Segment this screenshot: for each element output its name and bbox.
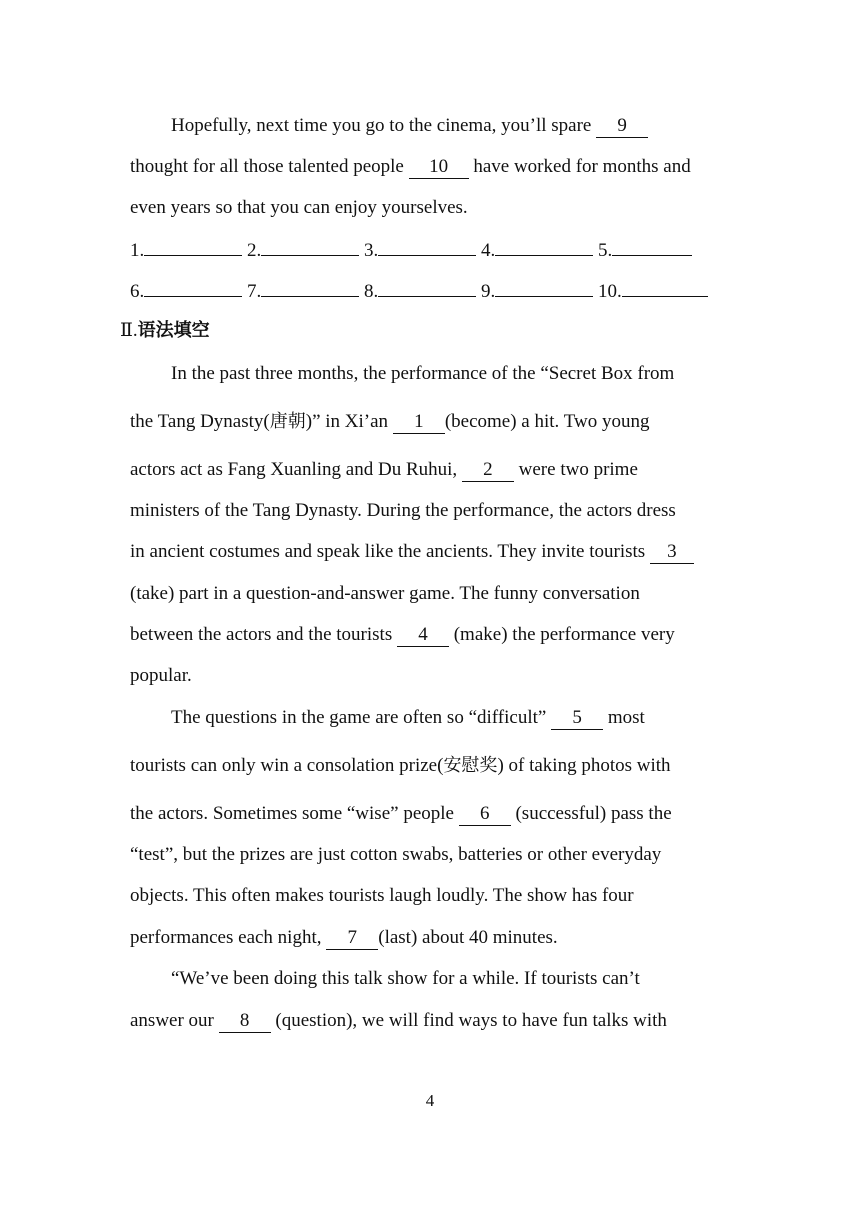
answer-blank-8[interactable] xyxy=(378,296,476,297)
passage-line: The questions in the game are often so “difficult” 5 most xyxy=(171,707,645,728)
answer-blank-3[interactable] xyxy=(378,255,476,256)
blank-3[interactable]: 3 xyxy=(650,541,694,564)
blank-7[interactable]: 7 xyxy=(326,927,378,950)
section-heading: Ⅱ.语法填空 xyxy=(120,320,210,341)
answer-blank-1[interactable] xyxy=(144,255,242,256)
answer-blank-7[interactable] xyxy=(261,296,359,297)
passage-line: in ancient costumes and speak like the ancients. They invite tourists 3 xyxy=(130,540,694,564)
answer-row-2: 6. 7. 8. 9. 10. xyxy=(130,280,708,304)
blank-9[interactable]: 9 xyxy=(596,115,648,138)
passage-line: between the actors and the tourists 4 (make) the performance very xyxy=(130,624,675,645)
passage-line: ministers of the Tang Dynasty. During the performance, the actors dress xyxy=(130,500,676,521)
answer-blank-5[interactable] xyxy=(612,255,692,256)
page-number: 4 xyxy=(425,1091,435,1110)
answer-blank-4[interactable] xyxy=(495,255,593,256)
blank-5[interactable]: 5 xyxy=(551,707,603,730)
passage-line: the Tang Dynasty(唐朝)” in Xi’an 1 (become) a hit. Two young xyxy=(130,411,650,432)
passage-line: popular. xyxy=(130,665,192,686)
passage-line: In the past three months, the performance of the “Secret Box from xyxy=(171,363,675,384)
passage-line: “We’ve been doing this talk show for a while. If tourists can’t xyxy=(171,968,640,989)
blank-1[interactable]: 1 xyxy=(393,411,445,434)
blank-8[interactable]: 8 xyxy=(219,1010,271,1033)
passage-line: thought for all those talented people 10 have worked for months and xyxy=(130,156,691,177)
passage-line: Hopefully, next time you go to the cinema, you’ll spare 9 xyxy=(171,114,648,138)
answer-blank-10[interactable] xyxy=(622,296,708,297)
passage-line: the actors. Sometimes some “wise” people 6 (successful) pass the xyxy=(130,803,672,824)
passage-line: answer our 8 (question), we will find ways to have fun talks with xyxy=(130,1010,667,1031)
passage-line: (take) part in a question-and-answer game. The funny conversation xyxy=(130,583,640,604)
passage-line: “test”, but the prizes are just cotton swabs, batteries or other everyday xyxy=(130,844,662,865)
passage-line: tourists can only win a consolation prize(安慰奖) of taking photos with xyxy=(130,755,671,776)
passage-line: actors act as Fang Xuanling and Du Ruhui, 2 were two prime xyxy=(130,459,638,480)
blank-6[interactable]: 6 xyxy=(459,803,511,826)
passage-line: objects. This often makes tourists laugh loudly. The show has four xyxy=(130,885,634,906)
document-page xyxy=(120,0,740,1216)
answer-blank-2[interactable] xyxy=(261,255,359,256)
blank-2[interactable]: 2 xyxy=(462,459,514,482)
answer-blank-9[interactable] xyxy=(495,296,593,297)
blank-10[interactable]: 10 xyxy=(409,156,469,179)
passage-line: even years so that you can enjoy yourselves. xyxy=(130,197,468,218)
blank-4[interactable]: 4 xyxy=(397,624,449,647)
passage-line: performances each night, 7 (last) about 40 minutes. xyxy=(130,927,558,948)
answer-blank-6[interactable] xyxy=(144,296,242,297)
answer-row-1: 1. 2. 3. 4. 5. xyxy=(130,239,692,263)
